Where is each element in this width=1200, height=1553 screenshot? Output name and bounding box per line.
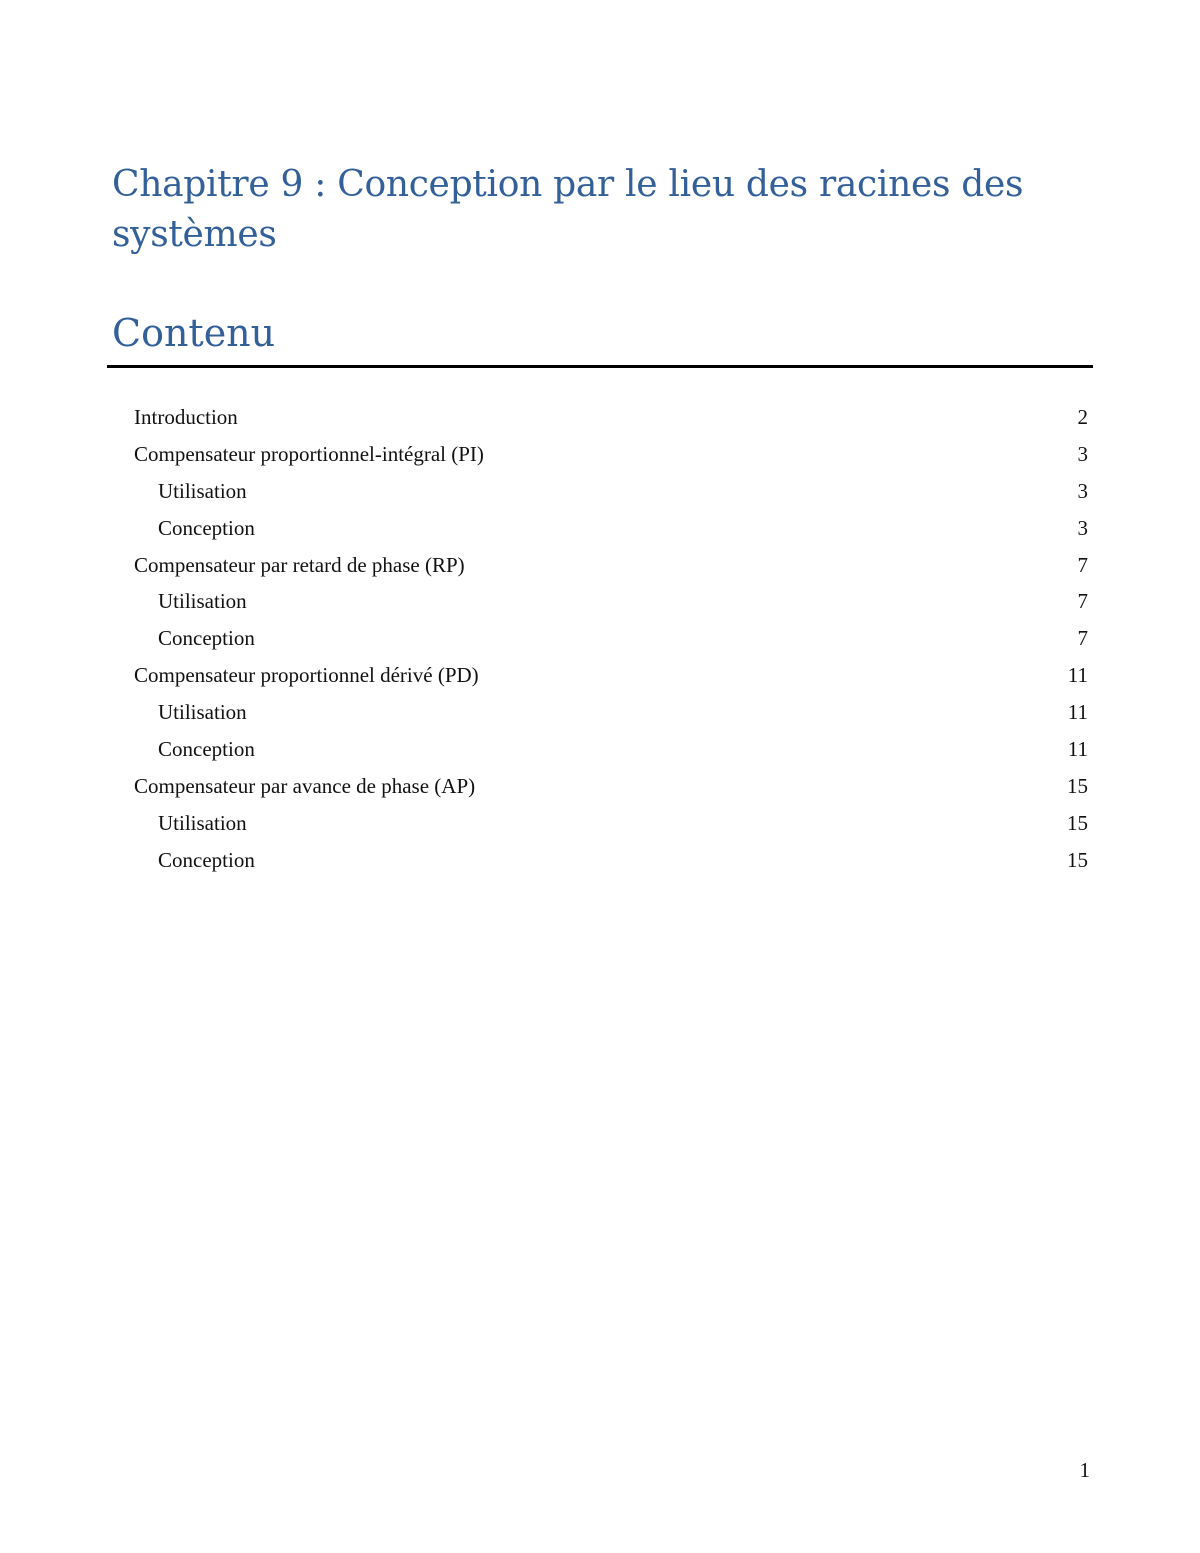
page-number: 1 [1079, 1458, 1090, 1482]
chapter-title: Chapitre 9 : Conception par le lieu des racines des systèmes [112, 164, 1024, 255]
toc-entry-label: Utilisation [158, 700, 247, 725]
toc-entry-page: 7 [1077, 626, 1088, 651]
toc-entry-pi-utilisation[interactable] [134, 473, 1088, 510]
toc-entry-ap-conception[interactable] [134, 842, 1088, 879]
toc-entry-label: Compensateur par retard de phase (RP) [134, 552, 465, 577]
toc-entry-label: Conception [158, 626, 255, 651]
toc-entry-pd-conception[interactable] [134, 731, 1088, 768]
toc-entry-label: Utilisation [158, 810, 247, 835]
toc-entry-pi-conception[interactable] [134, 510, 1088, 547]
toc-entry-page: 15 [1067, 847, 1088, 872]
toc-entry-rp-utilisation[interactable] [134, 583, 1088, 620]
toc-entry-rp-compensator[interactable] [134, 547, 1088, 584]
toc-entry-page: 11 [1067, 663, 1088, 688]
toc-entry-introduction[interactable] [134, 399, 1088, 436]
toc-entry-page: 11 [1067, 700, 1088, 725]
toc-entry-label: Conception [158, 515, 255, 540]
toc-entry-page: 11 [1067, 737, 1088, 762]
toc-entry-label: Conception [158, 737, 255, 762]
toc-entry-pi-compensator[interactable] [134, 436, 1088, 473]
toc-entry-ap-compensator[interactable] [134, 768, 1088, 805]
toc-entry-label: Compensateur proportionnel dérivé (PD) [134, 663, 479, 688]
toc-entry-label: Compensateur proportionnel-intégral (PI) [134, 441, 484, 466]
toc-entry-page: 3 [1077, 441, 1088, 466]
toc-entry-label: Utilisation [158, 589, 247, 614]
toc-entry-page: 15 [1067, 810, 1088, 835]
toc-entry-pd-compensator[interactable] [134, 657, 1088, 694]
table-of-contents [134, 399, 1088, 879]
toc-entry-page: 3 [1077, 515, 1088, 540]
toc-entry-page: 7 [1077, 552, 1088, 577]
toc-entry-ap-utilisation[interactable] [134, 805, 1088, 842]
toc-entry-page: 7 [1077, 589, 1088, 614]
toc-entry-label: Conception [158, 847, 255, 872]
toc-entry-page: 3 [1077, 478, 1088, 503]
toc-entry-label: Introduction [134, 405, 238, 429]
toc-divider [107, 365, 1093, 368]
toc-entry-label: Compensateur par avance de phase (AP) [134, 773, 476, 798]
toc-entry-page: 2 [1077, 405, 1088, 429]
toc-entry-pd-utilisation[interactable] [134, 694, 1088, 731]
toc-entry-label: Utilisation [158, 478, 247, 503]
toc-heading: Contenu [112, 311, 276, 355]
toc-entry-rp-conception[interactable] [134, 620, 1088, 657]
toc-entry-page: 15 [1067, 773, 1088, 798]
